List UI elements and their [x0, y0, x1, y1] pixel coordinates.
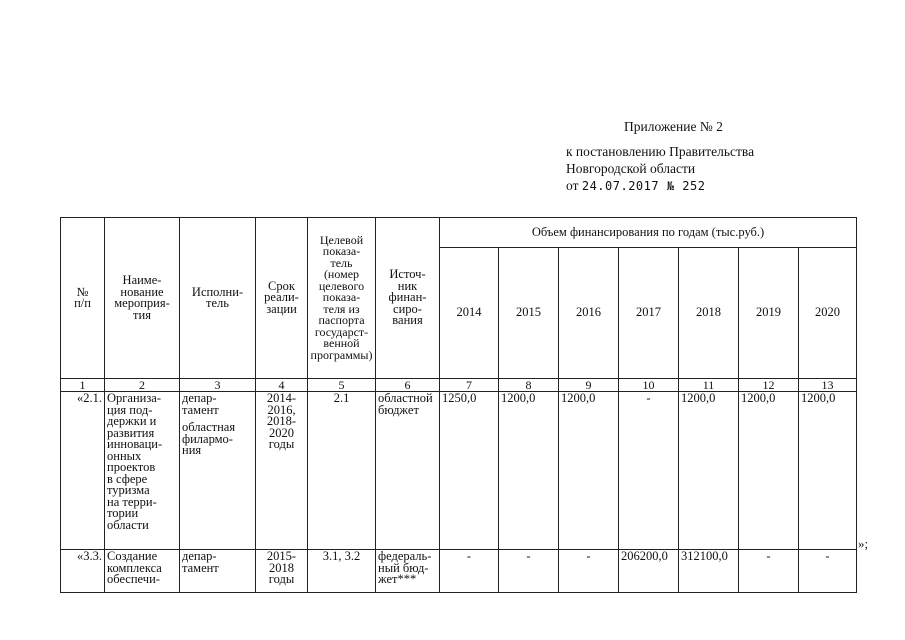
- row-value: 1200,0: [679, 392, 739, 550]
- row-value: 1200,0: [739, 392, 799, 550]
- header-year: 2016: [559, 248, 619, 379]
- row-value: -: [499, 550, 559, 593]
- column-index: 3: [180, 379, 256, 392]
- row-num: «3.3.: [61, 550, 105, 593]
- row-executor: депар- тамент: [180, 550, 256, 593]
- column-index: 8: [499, 379, 559, 392]
- column-index: 4: [256, 379, 308, 392]
- row-name: Организа- ция под- держки и развития инноваци- онных проектов в сфере туризма на терри- тории области: [105, 392, 180, 550]
- column-index: 9: [559, 379, 619, 392]
- table-row: [61, 550, 857, 593]
- appendix-title: Приложение № 2: [624, 119, 723, 134]
- row-value: -: [739, 550, 799, 593]
- column-index: 1: [61, 379, 105, 392]
- header-num: № п/п: [61, 218, 105, 379]
- row-value: 1250,0: [440, 392, 499, 550]
- column-index: 12: [739, 379, 799, 392]
- header-term: Срок реали- зации: [256, 218, 308, 379]
- column-index: 5: [308, 379, 376, 392]
- column-index: 6: [376, 379, 440, 392]
- table-row: [61, 392, 857, 550]
- header-source: Источ- ник финан- сиро- вания: [376, 218, 440, 379]
- header-executor: Исполни- тель: [180, 218, 256, 379]
- row-value: -: [440, 550, 499, 593]
- column-index: 2: [105, 379, 180, 392]
- column-index-row: [61, 379, 857, 392]
- row-value: -: [559, 550, 619, 593]
- row-term: 2014- 2016, 2018- 2020 годы: [256, 392, 308, 550]
- row-target: 3.1, 3.2: [308, 550, 376, 593]
- appendix-header: [566, 118, 866, 195]
- appendix-date: [566, 177, 866, 195]
- appendix-date-value: 24.07.2017 № 252: [581, 179, 706, 193]
- header-target: Целевой показа- тель (номер целевого показа- теля из паспорта государст- венной программы): [308, 218, 376, 379]
- header-funding: Объем финансирования по годам (тыс.руб.): [440, 218, 857, 248]
- row-value: 206200,0: [619, 550, 679, 593]
- column-index: 10: [619, 379, 679, 392]
- header-year: 2015: [499, 248, 559, 379]
- closing-quote-mark: »;: [858, 536, 869, 551]
- column-index: 11: [679, 379, 739, 392]
- row-source: областной бюджет: [376, 392, 440, 550]
- header-year: 2014: [440, 248, 499, 379]
- header-year: 2018: [679, 248, 739, 379]
- row-num: «2.1.: [61, 392, 105, 550]
- funding-table: [60, 217, 857, 593]
- row-value: -: [619, 392, 679, 550]
- row-value: 312100,0: [679, 550, 739, 593]
- column-index: 13: [799, 379, 857, 392]
- row-target: 2.1: [308, 392, 376, 550]
- header-name: Наиме- нование мероприя- тия: [105, 218, 180, 379]
- row-value: 1200,0: [559, 392, 619, 550]
- header-year: 2020: [799, 248, 857, 379]
- appendix-date-prefix: от: [566, 178, 579, 193]
- header-year: 2017: [619, 248, 679, 379]
- row-value: 1200,0: [499, 392, 559, 550]
- row-source: федераль- ный бюд- жет***: [376, 550, 440, 593]
- row-value: -: [799, 550, 857, 593]
- appendix-line-2: Новгородской области: [566, 161, 696, 176]
- appendix-line-1: к постановлению Правительства: [566, 144, 755, 159]
- row-executor: депар- тамент областная филармо- ния: [180, 392, 256, 550]
- header-year: 2019: [739, 248, 799, 379]
- row-term: 2015- 2018 годы: [256, 550, 308, 593]
- row-value: 1200,0: [799, 392, 857, 550]
- row-name: Создание комплекса обеспечи-: [105, 550, 180, 593]
- column-index: 7: [440, 379, 499, 392]
